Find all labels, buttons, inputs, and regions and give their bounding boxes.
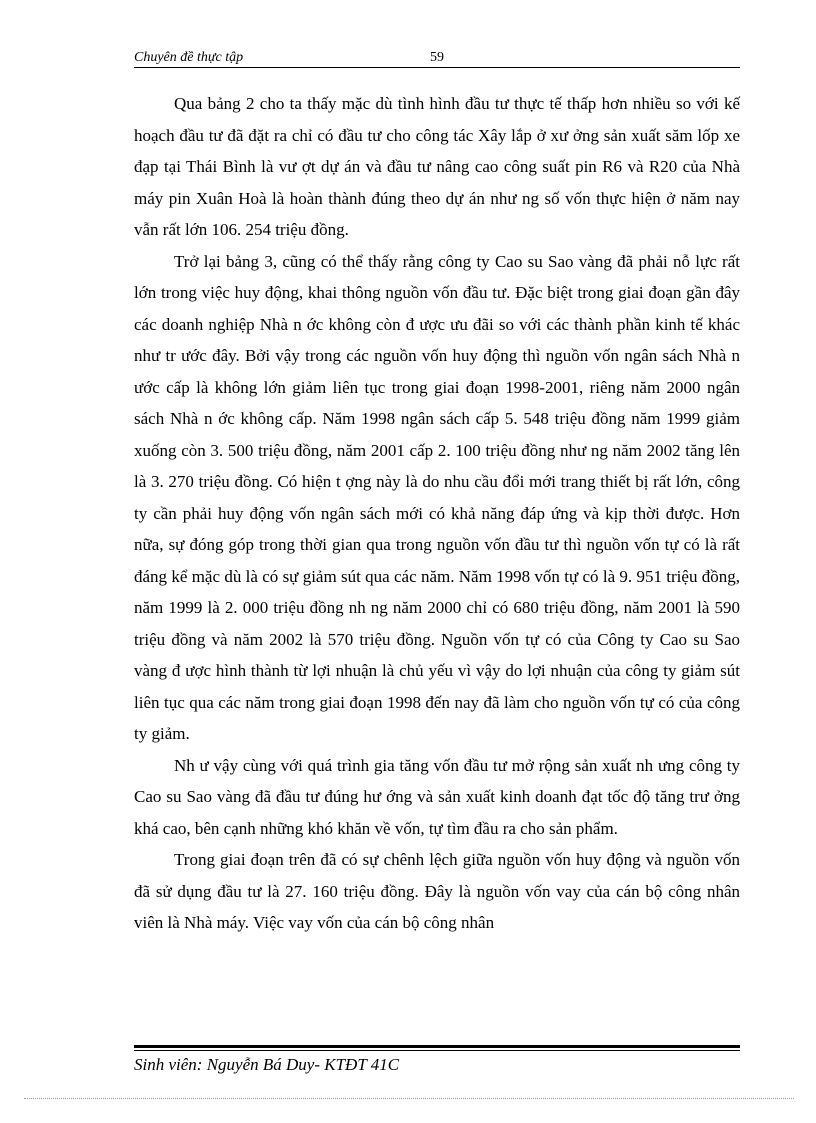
page-bottom-divider [24,1098,794,1099]
header-title: Chuyên đề thực tập [134,50,244,65]
paragraph-2: Trở lại bảng 3, cũng có thể thấy rằng công ty Cao su Sao vàng đã phải nỗ lực rất lớn trong việc huy động, khai thông nguồn vốn đầu tư. Đặc biệt trong giai đoạn gần đây các doanh nghiệp Nhà n ớc không còn đ ược ưu đãi so với các thành phần kinh tế khác như tr ước đây. Bởi vậy trong các nguồn vốn huy động thì nguồn vốn ngân sách Nhà n ước cấp là không lớn giảm liên tục trong giai đoạn 1998-2001, riêng năm 2000 ngân sách Nhà n ớc không cấp. Năm 1998 ngân sách cấp 5. 548 triệu đồng năm 1999 giảm xuống còn 3. 500 triệu đồng, năm 2001 cấp 2. 100 triệu đồng như ng năm 2002 tăng lên là 3. 270 triệu đồng. Có hiện t ợng này là do nhu cầu đổi mới trang thiết bị rất lớn, công ty cần phải huy động vốn ngân sách mới có khả năng đáp ứng và kịp thời được. Hơn nữa, sự đóng góp trong thời gian qua trong nguồn vốn đầu tư thì nguồn vốn tự có là rất đáng kể mặc dù là có sự giảm sút qua các năm. Năm 1998 vốn tự có là 9. 951 triệu đồng, năm 1999 là 2. 000 triệu đồng nh ng năm 2000 chỉ có 680 triệu đồng, năm 2001 là 590 triệu đồng và năm 2002 là 570 triệu đồng. Nguồn vốn tự có của Công ty Cao su Sao vàng đ ược hình thành từ lợi nhuận là chủ yếu vì vậy do lợi nhuận của công ty giảm sút liên tục qua các năm trong giai đoạn 1998 đến nay đã làm cho nguồn vốn tự có của công ty giảm. [134,251,740,743]
footer-rule-thin [134,1050,740,1051]
footer-rule-thick [134,1045,740,1048]
footer-author: Sinh viên: Nguyễn Bá Duy- KTĐT 41C [134,1055,400,1074]
document-body [134,88,740,939]
page-header [134,46,740,68]
header-rule [134,67,740,68]
paragraph-3: Nh ư vậy cùng với quá trình gia tăng vốn đầu tư mở rộng sản xuất nh ưng công ty Cao su Sao vàng đã đầu tư đúng hư ớng và sản xuất kinh doanh đạt tốc độ tăng trư ởng khá cao, bên cạnh những khó khăn về vốn, tự tìm đầu ra cho sản phẩm. [134,755,740,838]
paragraph-4: Trong giai đoạn trên đã có sự chênh lệch giữa nguồn vốn huy động và nguồn vốn đã sử dụng đầu tư là 27. 160 triệu đồng. Đây là nguồn vốn vay của cán bộ công nhân viên là Nhà máy. Việc vay vốn của cán bộ công nhân [134,850,740,932]
page-number: 59 [430,50,444,65]
paragraph-1: Qua bảng 2 cho ta thấy mặc dù tình hình đầu tư thực tế thấp hơn nhiều so với kế hoạch đầu tư đã đặt ra chỉ có đầu tư cho công tác Xây lắp ở xư ởng sản xuất săm lốp xe đạp tại Thái Bình là vư ợt dự án và đầu tư nâng cao công suất pin R6 và R20 của Nhà máy pin Xuân Hoà là hoàn thành đúng theo dự án như ng số vốn thực hiện ở năm nay vẫn rất lớn 106. 254 triệu đồng. [134,94,740,239]
